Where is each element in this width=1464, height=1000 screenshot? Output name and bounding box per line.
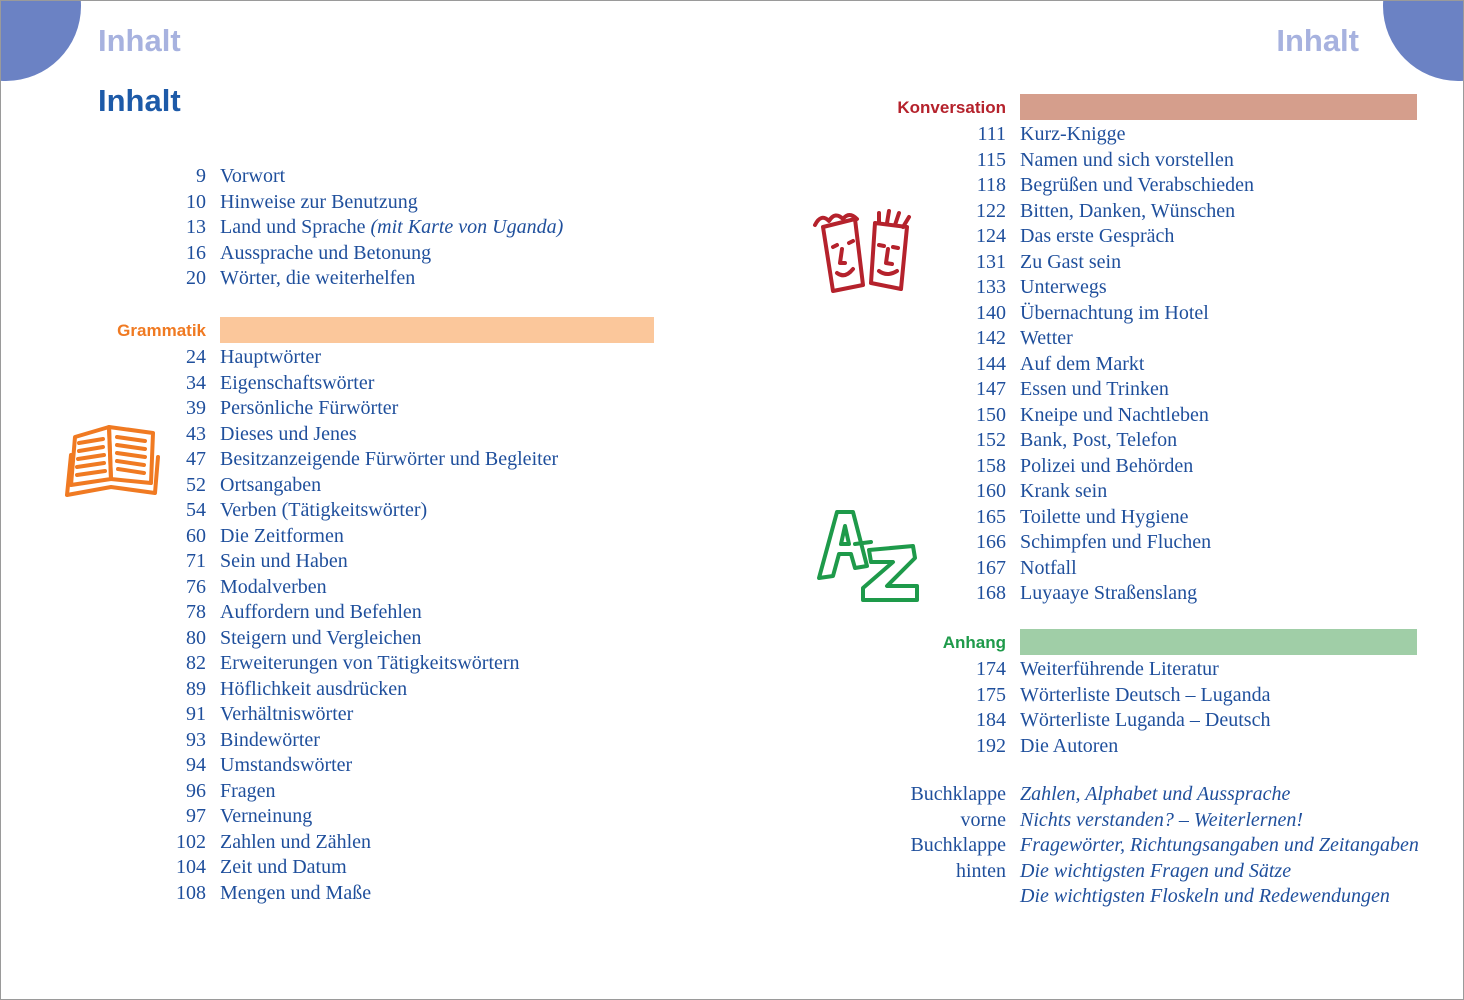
entry-title-text: Polizei und Behörden — [1020, 454, 1194, 477]
entry-title-text: Vorwort — [220, 165, 286, 187]
entry-title-text: Wörterliste Luganda – Deutsch — [1020, 709, 1271, 731]
entry-title-text: Hinweise zur Benutzung — [220, 190, 418, 213]
corner-decoration-left — [0, 0, 81, 81]
entry-title — [1020, 428, 1177, 454]
page-number: 39 — [186, 397, 206, 419]
entry-title — [220, 345, 321, 371]
page-number: 9 — [196, 165, 206, 187]
entry-title — [1020, 556, 1077, 582]
flap-text: Fragewörter, Richtungsangaben und Zeitangaben — [1020, 834, 1419, 856]
entry-title — [1020, 275, 1107, 301]
page-number: 82 — [186, 652, 206, 674]
entry-title-text: Zu Gast sein — [1020, 250, 1122, 273]
entry-title — [1020, 403, 1209, 429]
flap-label: hinten — [956, 859, 1006, 882]
section-label-konversation: Konversation — [897, 98, 1006, 117]
entry-title-text: Kneipe und Nachtleben — [1020, 403, 1209, 426]
entry-title-text: Bitten, Danken, Wünschen — [1020, 199, 1236, 222]
entry-title — [220, 728, 320, 754]
entry-title — [1020, 708, 1270, 734]
entry-title — [220, 190, 418, 216]
entry-title-text: Wetter — [1020, 327, 1073, 349]
entry-title-text: Höflichkeit ausdrücken — [220, 677, 408, 700]
entry-title — [1020, 122, 1126, 148]
entry-title — [1020, 199, 1235, 225]
page-number: 94 — [186, 754, 206, 776]
page-number: 140 — [976, 301, 1006, 324]
entry-title-text: Mengen und Maße — [220, 881, 372, 904]
page-number: 192 — [976, 734, 1006, 757]
entry-title — [220, 804, 312, 830]
entry-title — [1020, 581, 1197, 607]
page-number: 24 — [186, 346, 206, 368]
page-number: 47 — [186, 448, 206, 470]
entry-title-text: Erweiterungen von Tätigkeitswörtern — [220, 652, 520, 674]
entry-title — [1020, 148, 1234, 174]
page-number: 166 — [976, 531, 1006, 553]
page-number: 13 — [186, 216, 206, 238]
entry-title-note: (mit Karte von Uganda) — [370, 216, 564, 238]
page-number: 122 — [976, 199, 1006, 222]
flap-text: Nichts verstanden? – Weiterlernen! — [1020, 808, 1304, 831]
entry-title — [1020, 454, 1193, 480]
entry-title — [220, 473, 321, 499]
entry-title — [1020, 657, 1219, 683]
entry-title-text: Weiterführende Literatur — [1020, 658, 1219, 680]
running-head-right: Inhalt — [1276, 23, 1359, 58]
entry-title-text: Modalverben — [220, 575, 327, 598]
entry-title-text: Bindewörter — [220, 728, 320, 751]
entry-title-text: Notfall — [1020, 556, 1077, 579]
entry-title-text: Persönliche Fürwörter — [220, 397, 399, 419]
entry-title-text: Zeit und Datum — [220, 856, 347, 878]
page-number: 104 — [176, 856, 206, 878]
entry-title-text: Verhältniswörter — [220, 703, 354, 725]
page-number: 80 — [186, 626, 206, 649]
entry-title — [220, 626, 421, 652]
entry-title — [220, 779, 276, 805]
corner-decoration-right — [1383, 0, 1464, 81]
page-number: 60 — [186, 524, 206, 547]
entry-title-text: Begrüßen und Verabschieden — [1020, 174, 1255, 196]
entry-title — [220, 855, 347, 881]
entry-title-text: Schimpfen und Fluchen — [1020, 531, 1212, 553]
entry-title — [1020, 683, 1270, 709]
entry-title — [220, 447, 558, 473]
entry-title-text: Krank sein — [1020, 480, 1108, 502]
open-book-icon — [63, 413, 161, 499]
entry-title-text: Unterwegs — [1020, 276, 1107, 298]
entry-title-text: Auf dem Markt — [1020, 352, 1145, 375]
entry-title-text: Die Autoren — [1020, 734, 1119, 757]
page-number: 142 — [976, 327, 1006, 349]
entry-title-text: Übernachtung im Hotel — [1020, 301, 1209, 324]
page-number: 158 — [976, 454, 1006, 477]
page-number: 76 — [186, 575, 206, 598]
page-number: 131 — [976, 250, 1006, 273]
flap-text: Zahlen, Alphabet und Aussprache — [1020, 783, 1291, 805]
page-number: 97 — [186, 805, 206, 827]
entry-title — [220, 702, 353, 728]
entry-title — [220, 498, 427, 524]
entry-title-text: Essen und Trinken — [1020, 378, 1169, 400]
page-number: 20 — [186, 267, 206, 289]
entry-title — [1020, 530, 1211, 556]
two-faces-icon — [809, 207, 924, 293]
page-number: 89 — [186, 677, 206, 700]
entry-title — [220, 215, 563, 241]
entry-title — [220, 600, 422, 626]
page-number: 111 — [977, 123, 1006, 145]
entry-title — [220, 524, 344, 550]
entry-title-text: Land und Sprache — [220, 216, 371, 238]
entry-title — [1020, 734, 1118, 760]
entry-title-text: Kurz-Knigge — [1020, 123, 1126, 145]
entry-title-text: Ortsangaben — [220, 473, 322, 496]
entry-title-text: Wörter, die weiterhelfen — [220, 267, 416, 289]
page-number: 71 — [186, 550, 206, 572]
entry-title — [1020, 505, 1189, 531]
entry-title-text: Steigern und Vergleichen — [220, 626, 422, 649]
page-number: 34 — [186, 371, 206, 394]
entry-title — [220, 371, 374, 397]
flap-label: Buchklappe — [910, 783, 1006, 805]
entry-title — [1020, 224, 1174, 250]
page-number: 10 — [186, 190, 206, 213]
page-number: 118 — [976, 174, 1006, 196]
page-number: 124 — [976, 225, 1006, 247]
page-number: 16 — [186, 241, 206, 264]
page-number: 174 — [976, 658, 1006, 680]
entry-title-text: Das erste Gespräch — [1020, 225, 1175, 247]
page-number: 43 — [186, 422, 206, 445]
page-number: 115 — [976, 148, 1006, 171]
entry-title — [220, 266, 415, 292]
entry-title — [1020, 301, 1209, 327]
page-number: 96 — [186, 779, 206, 802]
page-number: 165 — [976, 505, 1006, 528]
section-label-anhang: Anhang — [942, 633, 1006, 652]
flap-text: Die wichtigsten Fragen und Sätze — [1020, 859, 1292, 882]
entry-title-text: Dieses und Jenes — [220, 422, 357, 445]
entry-title-text: Toilette und Hygiene — [1020, 505, 1189, 528]
page-number: 167 — [976, 556, 1006, 579]
page-number: 93 — [186, 728, 206, 751]
entry-title — [1020, 173, 1254, 199]
entry-title-text: Hauptwörter — [220, 346, 322, 368]
page-number: 52 — [186, 473, 206, 496]
entry-title-text: Luyaaye Straßenslang — [1020, 582, 1198, 604]
entry-title-text: Auffordern und Befehlen — [220, 601, 422, 623]
flap-label: vorne — [960, 808, 1006, 831]
entry-title-text: Aussprache und Betonung — [220, 241, 432, 264]
entry-title — [220, 651, 520, 677]
entry-title — [220, 422, 357, 448]
page-number: 175 — [976, 683, 1006, 706]
entry-title-text: Die Zeitformen — [220, 524, 344, 547]
page-number: 91 — [186, 703, 206, 725]
entry-title-text: Verben (Tätigkeitswörter) — [220, 499, 428, 521]
page-number: 150 — [976, 403, 1006, 426]
entry-title-text: Namen und sich vorstellen — [1020, 148, 1234, 171]
entry-title-text: Zahlen und Zählen — [220, 830, 372, 853]
section-color-bar — [1020, 629, 1417, 655]
entry-title — [1020, 352, 1144, 378]
section-label-grammatik: Grammatik — [117, 321, 206, 340]
page-title: Inhalt — [98, 83, 181, 118]
entry-title-text: Verneinung — [220, 805, 313, 827]
entry-title-text: Fragen — [220, 779, 276, 802]
a-z-dictionary-icon — [815, 506, 925, 604]
entry-title — [220, 881, 371, 907]
entry-title — [220, 753, 352, 779]
entry-title — [1020, 250, 1121, 276]
entry-title — [220, 396, 398, 422]
running-head-left: Inhalt — [98, 23, 181, 58]
page-number: 108 — [176, 881, 206, 904]
entry-title — [1020, 479, 1107, 505]
entry-title — [1020, 326, 1073, 352]
page-number: 133 — [976, 276, 1006, 298]
page-number: 102 — [176, 830, 206, 853]
section-color-bar — [220, 317, 654, 343]
flap-text: Die wichtigsten Floskeln und Redewendungen — [1020, 885, 1390, 907]
section-color-bar — [1020, 94, 1417, 120]
entry-title-text: Besitzanzeigende Fürwörter und Begleiter — [220, 448, 559, 470]
entry-title — [220, 241, 431, 267]
entry-title-text: Umstandswörter — [220, 754, 353, 776]
entry-title-text: Wörterliste Deutsch – Luganda — [1020, 683, 1271, 706]
entry-title — [220, 164, 285, 190]
entry-title-text: Eigenschaftswörter — [220, 371, 375, 394]
entry-title-text: Sein und Haben — [220, 550, 348, 572]
entry-title — [220, 575, 327, 601]
page-number: 54 — [186, 499, 206, 521]
flap-label: Buchklappe — [910, 834, 1006, 856]
page-number: 160 — [976, 480, 1006, 502]
page-number: 147 — [976, 378, 1006, 400]
entry-title — [1020, 377, 1169, 403]
page-number: 144 — [976, 352, 1006, 375]
page-number: 168 — [976, 582, 1006, 604]
entry-title-text: Bank, Post, Telefon — [1020, 429, 1178, 451]
page-number: 184 — [976, 709, 1006, 731]
entry-title — [220, 830, 371, 856]
page-number: 152 — [976, 429, 1006, 451]
entry-title — [220, 549, 348, 575]
entry-title — [220, 677, 407, 703]
page-number: 78 — [186, 601, 206, 623]
